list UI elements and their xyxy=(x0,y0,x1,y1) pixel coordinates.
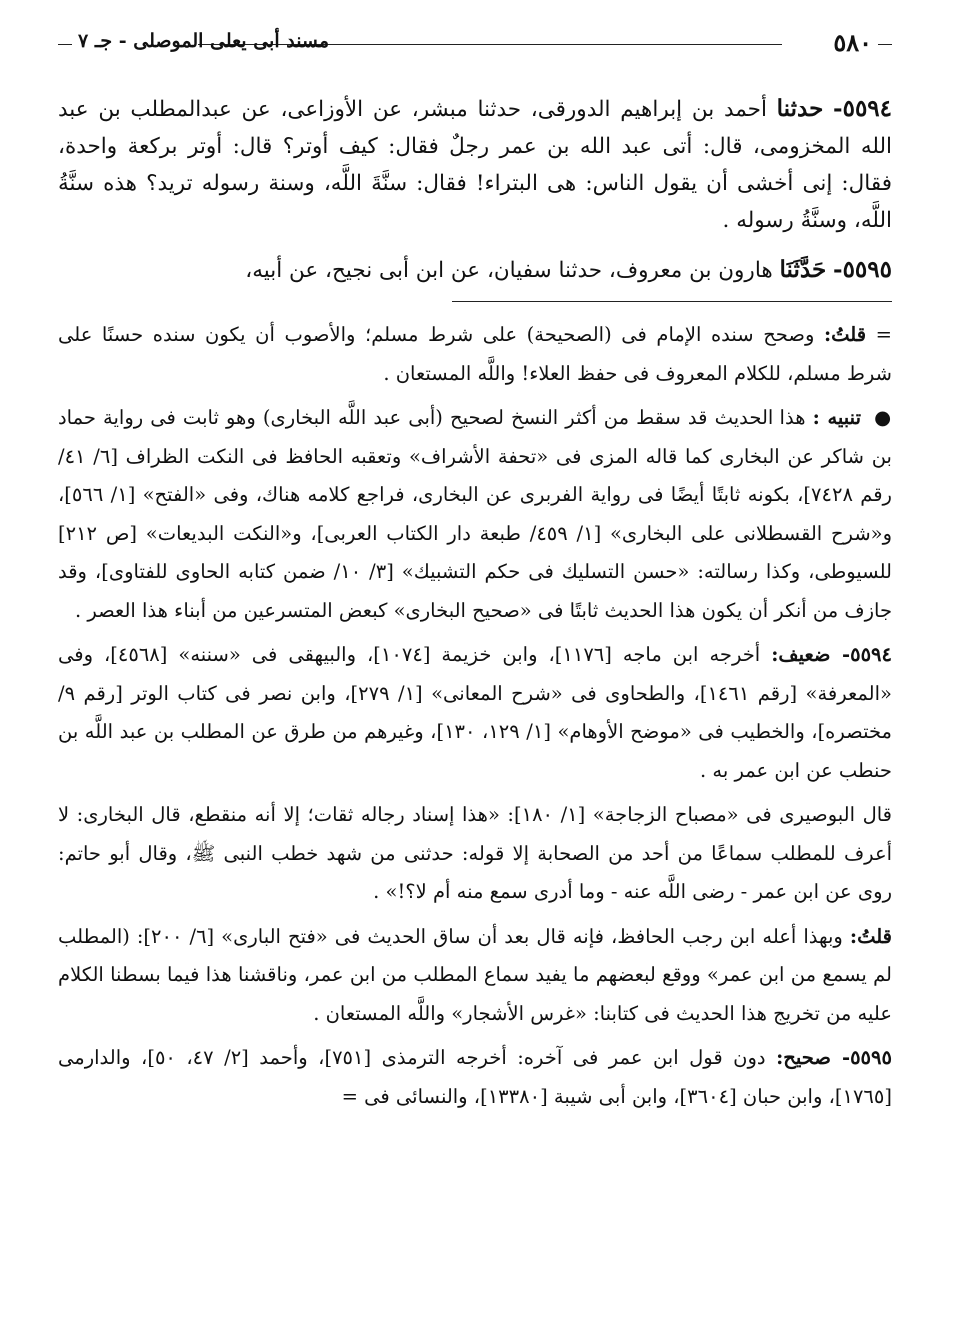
hadith-number: ٥٥٩٥- xyxy=(833,256,892,283)
note-text: وصحح سنده الإمام فى (الصحيحة) على شرط مسلم؛ والأصوب أن يكون سنده حسنًا على شرط مسلم، للكلام المعروف فى حفظ العلاء! واللَّه المستعان . xyxy=(58,323,892,385)
note-tanbih xyxy=(58,399,892,630)
hadith-text: أحمد بن إبراهيم الدورقى، حدثنا مبشر، عن الأوزاعى، عن عبدالمطلب بن عبد الله المخزومى، قال: أتى عبد الله بن عمر رجلٌ فقال: كيف أوتر؟ قال: أوتر بركعة واحدة، فقال: إنى أخشى أن يقول الناس: هى البتراء! فقال: سنَّةَ اللَّه، وسنة رسوله تريد؟ هذه سنَّةُ اللَّه، وسنَّةُ رسوله . xyxy=(58,97,892,233)
hadith-lead: حدثنا xyxy=(776,95,824,122)
note-qultu xyxy=(58,918,892,1034)
header-dash-left xyxy=(58,44,72,45)
page-header xyxy=(58,24,892,64)
note-takhrij-5595 xyxy=(58,1039,892,1116)
note-text: قال البوصيرى فى «مصباح الزجاجة» [١/ ١٨٠]: «هذا إسناد رجاله ثقات؛ إلا أنه منقطع، قال البخارى: لا أعرف للمطلب سماعًا من أحد من الصحابة إلا قوله: حدثنى من شهد خطب النبى ﷺ، وقال أبو حاتم: روى عن ابن عمر - رضى اللَّه عنه - وما أدرى سمع منه أم لا؟!» . xyxy=(58,803,892,903)
note-lead: ٥٥٩٥- صحيح: xyxy=(776,1046,892,1069)
note-takhrij-5594 xyxy=(58,636,892,790)
note-text: أخرجه ابن ماجه [١١٧٦]، وابن خزيمة [١٠٧٤]، والبيهقى فى «سننه» [٤٥٦٨]، وفى «المعرفة» [رقم ١٤٦١]، والطحاوى فى «شرح المعانى» [١/ ٢٧٩]، وابن نصر فى كتاب الوتر [رقم ٩/ مختصره]، والخطيب فى «موضح الأوهام» [١/ ١٢٩، ١٣٠]، وغيرهم من طرق عن المطلب بن عبد اللَّه بن حنطب عن ابن عمر به . xyxy=(58,643,892,782)
hadith-text: هارون بن معروف، حدثنا سفيان، عن ابن أبى نجيح، عن أبيه، xyxy=(245,258,773,283)
footnote-separator xyxy=(452,301,892,302)
note-continuation xyxy=(58,316,892,393)
page xyxy=(58,24,892,1122)
hadith-5594 xyxy=(58,90,892,239)
hadith-5595 xyxy=(58,251,892,289)
continuation-marker: = xyxy=(875,323,892,346)
footnote-separator-wrap xyxy=(58,301,892,302)
note-text: هذا الحديث قد سقط من أكثر النسخ لصحيح (أبى عبد اللَّه البخارى) وهو ثابت فى رواية حماد بن شاكر عن البخارى كما قاله المزى فى «تحفة الأشراف» وتعقبه الحافظ فى النكت الظراف [٦/ ٤١/ رقم ٧٤٢٨]، بكونه ثابتًا أيضًا فى رواية الفربرى عن البخارى، فراجع كلامه هناك، وفى «الفتح» [١/ ٥٦٦]، و«شرح القسطلانى على البخارى» [١/ ٤٥٩/ طبعة دار الكتاب العربى]، و«النكت البديعات» [ص ٢١٢] للسيوطى، وكذا رسالته: «حسن التسليك فى حكم التشبيك» [٣/ ١٠/ ضمن كتابه الحاوى للفتاوى]، وقد جازف من أنكر أن يكون هذا الحديث ثابتًا فى «صحيح البخارى» كبعض المتسرعين من أبناء هذا العصر . xyxy=(58,406,893,622)
note-lead: قلتُ: xyxy=(849,924,892,948)
book-title: مسند أبى يعلى الموصلى - جـ ٧ xyxy=(78,30,330,52)
footnotes xyxy=(58,316,892,1116)
header-dash-right xyxy=(878,44,892,45)
note-lead: قلتُ: xyxy=(823,323,867,346)
page-number: ٥٨٠ xyxy=(833,28,872,57)
note-lead: ٥٥٩٤- ضعيف: xyxy=(771,643,893,666)
hadith-number: ٥٥٩٤- xyxy=(833,95,893,122)
note-lead: تنبيه : xyxy=(812,406,861,429)
note-text: وبهذا أعله ابن رجب الحافظ، فإنه قال بعد أن ساق الحديث فى «فتح البارى» [٦/ ٢٠٠]: (المطلب لم يسمع من ابن عمر» ووقع لبعضهم ما يفيد سماع المطلب من ابن عمر، وناقشنا هذا فيما بسطنا الكلام عليه من تخريج هذا الحديث فى كتابنا: «غرس الأشجار» واللَّه المستعان . xyxy=(58,924,892,1025)
hadith-lead: حَدَّثَنَا xyxy=(779,256,827,283)
bullet-icon: ● xyxy=(874,406,893,429)
note-text: دون قول ابن عمر فى آخره: أخرجه الترمذى [٧٥١]، وأحمد [٢/ ٤٧، ٥٠]، والدارمى [١٧٦٥]، وابن حبان [٣٦٠٤]، وابن أبى شيبة [١٣٣٨٠]، والنسائى فى = xyxy=(58,1046,892,1108)
note-busiri xyxy=(58,796,892,912)
main-text xyxy=(58,90,892,289)
